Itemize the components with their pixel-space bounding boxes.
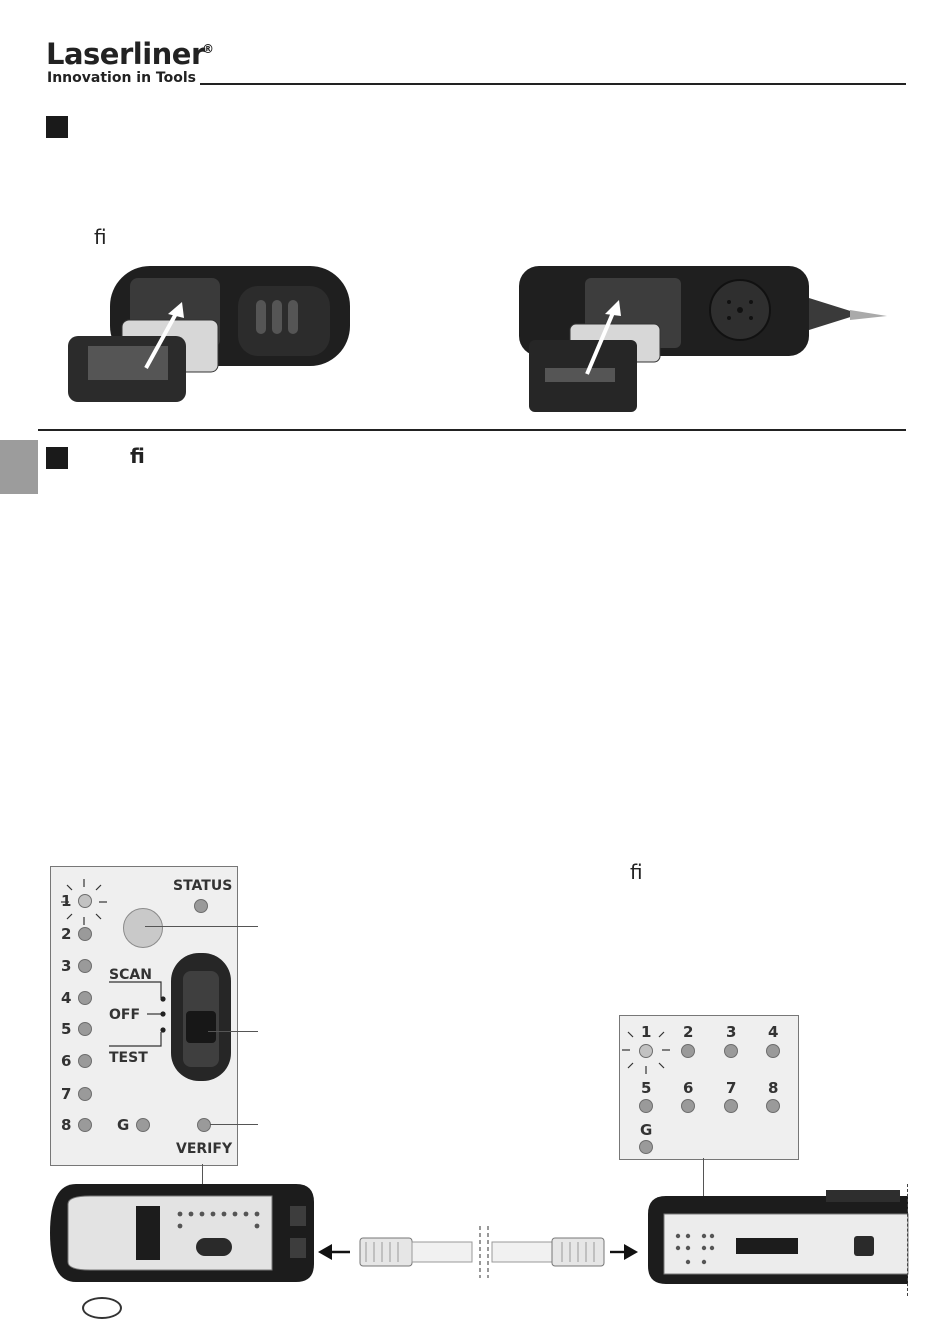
section-rule [38, 429, 906, 431]
status-led [194, 899, 208, 913]
rj45-plug [360, 1238, 412, 1266]
receiver-pin-3-led [724, 1044, 738, 1058]
pin-5-led [78, 1022, 92, 1036]
pin-6-led [78, 1054, 92, 1068]
arrow-left-icon [318, 1244, 332, 1260]
receiver-pin-1-label: 1 [641, 1023, 652, 1041]
brand-tagline: Innovation in Tools [47, 70, 196, 86]
pin-5-label: 5 [61, 1020, 72, 1038]
pin-3-led [78, 959, 92, 973]
switch-off-label: OFF [109, 1007, 141, 1023]
status-label: STATUS [173, 878, 233, 894]
receiver-pin-2-led [681, 1044, 695, 1058]
arrow-right-icon [624, 1244, 638, 1260]
pin-8-led [78, 1118, 92, 1132]
patch-cable-illustration [318, 1224, 638, 1280]
ground-label: G [117, 1116, 130, 1134]
pin-2-label: 2 [61, 925, 72, 943]
receiver-pin-7-led [724, 1099, 738, 1113]
receiver-battery-photo [515, 258, 890, 418]
section-marker [46, 447, 68, 469]
diagram-ligature: fi [630, 860, 643, 884]
verify-label: VERIFY [176, 1141, 233, 1157]
pin-4-led [78, 991, 92, 1005]
pin-8-label: 8 [61, 1116, 72, 1134]
switch-scan-label: SCAN [109, 967, 152, 983]
section-1-ligature: fi [94, 225, 107, 249]
switch-position-markers [107, 980, 171, 1050]
receiver-device-illustration [640, 1184, 910, 1290]
transmitter-battery-photo [60, 258, 370, 418]
pin-7-label: 7 [61, 1085, 72, 1103]
section-marker [46, 116, 68, 138]
receiver-pin-6-led [681, 1099, 695, 1113]
brand-logo: Laserliner [46, 37, 205, 71]
callout-line [210, 1124, 258, 1125]
mode-slide-switch[interactable] [171, 953, 231, 1081]
receiver-ground-led [639, 1140, 653, 1154]
receiver-pin-5-led [639, 1099, 653, 1113]
language-badge [82, 1297, 122, 1319]
receiver-pin-8-led [766, 1099, 780, 1113]
transmitter-panel [50, 866, 238, 1166]
section-2-ligature: fi [130, 444, 145, 468]
receiver-pin-8-label: 8 [768, 1079, 779, 1097]
pin-2-led [78, 927, 92, 941]
pin-4-label: 4 [61, 989, 72, 1007]
ground-led [136, 1118, 150, 1132]
receiver-pin-7-label: 7 [726, 1079, 737, 1097]
verify-led [197, 1118, 211, 1132]
receiver-pin-6-label: 6 [683, 1079, 694, 1097]
receiver-pin-2-label: 2 [683, 1023, 694, 1041]
transmitter-device-illustration [46, 1178, 322, 1288]
receiver-pin-1-led [639, 1044, 653, 1058]
language-tab [0, 440, 38, 494]
callout-line [208, 1031, 258, 1032]
cut-line [907, 1184, 908, 1296]
pin-7-led [78, 1087, 92, 1101]
receiver-pin-3-label: 3 [726, 1023, 737, 1041]
receiver-pin-5-label: 5 [641, 1079, 652, 1097]
receiver-panel [619, 1015, 799, 1160]
pin-6-label: 6 [61, 1052, 72, 1070]
receiver-ground-label: G [640, 1121, 653, 1139]
pin-3-label: 3 [61, 957, 72, 975]
receiver-pin-4-led [766, 1044, 780, 1058]
registered-mark: ® [202, 42, 214, 56]
test-button[interactable] [123, 908, 163, 948]
receiver-pin-4-label: 4 [768, 1023, 779, 1041]
switch-test-label: TEST [109, 1050, 148, 1066]
header-rule [200, 83, 906, 85]
pin-1-flash-icon [59, 877, 109, 927]
callout-line [145, 926, 258, 927]
pin-1-label: 1 [61, 892, 72, 910]
